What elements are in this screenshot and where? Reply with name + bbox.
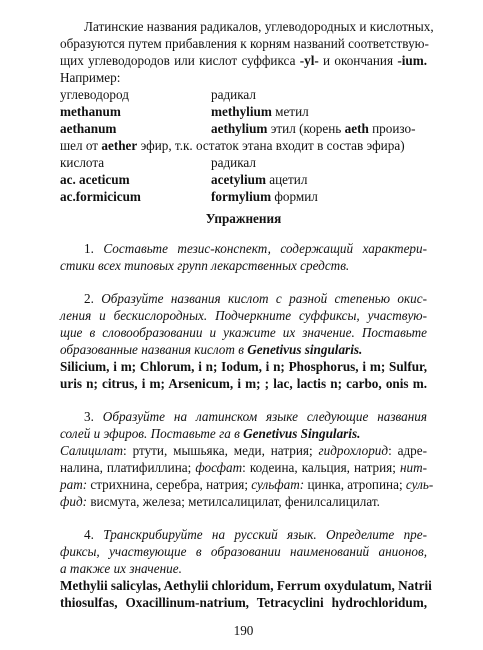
intro-line-3: щих углеводородов или кислот суффикса -yl- и окончания -ium. xyxy=(60,53,427,68)
table2-row1-term: ac. aceticum xyxy=(60,172,130,187)
exercise-3-line-6: фид: висмута, железа; метилсалицилат, фенилсалицилат. xyxy=(60,494,380,509)
exercise-1-line-1: 1. Составьте тезис-конспект, содержащий характери- xyxy=(84,241,427,256)
exercise-4-line-5: thiosulfas, Oxacillinum-natrium, Tetracyclini hydrochloridum, xyxy=(60,595,427,610)
table2-row2-radical: formylium формил xyxy=(211,189,318,204)
exercise-4-line-2: фиксы, участвующие в образовании наименований анионов, xyxy=(60,544,427,559)
exercise-3-line-3: Салицилат: ртути, мышьяка, меди, натрия; гидрохлорид: адре- xyxy=(60,443,427,458)
section-heading: Упражнения xyxy=(205,211,282,226)
page-number: 190 xyxy=(233,623,254,638)
table2-row2-term: ac.formicicum xyxy=(60,189,141,204)
exercise-2-line-2: ления и бескислородных. Подчеркните суффиксы, участвую- xyxy=(60,308,427,323)
table1-col2-header: радикал xyxy=(211,87,256,102)
table1-row2-radical: aethylium этил (корень aeth произо- xyxy=(211,121,416,136)
exercise-2-line-4: образованные названия кислот в Genetivus singularis. xyxy=(60,342,363,357)
table1-row1-radical: methylium метил xyxy=(211,104,309,119)
table1-row1-term: methanum xyxy=(60,104,121,119)
exercise-3-line-2: солей и эфиров. Поставьте га в Genetivus Singularis. xyxy=(60,426,361,441)
table2-col1-header: кислота xyxy=(60,155,105,170)
intro-line-1: Латинские названия радикалов, углеводородных и кислотных, xyxy=(84,19,434,34)
exercise-2-line-6: uris n; citrus, i m; Arsenicum, i m; ; lac, lactis n; carbo, onis m. xyxy=(60,376,427,391)
exercise-3-line-4: налина, платифиллина; фосфат: кодеина, кальция, натрия; нит- xyxy=(60,460,428,475)
table1-row2-term: aethanum xyxy=(60,121,117,136)
exercise-3-line-1: 3. Образуйте на латинском языке следующие названия xyxy=(84,409,428,424)
exercise-4-line-4: Methylii salicylas, Aethylii chloridum, Ferrum oxydulatum, Natrii xyxy=(60,578,432,593)
exercise-4-line-3: а также их значение. xyxy=(60,561,182,576)
table1-col1-header: углеводород xyxy=(60,87,129,102)
exercise-1-line-2: стики всех типовых групп лекарственных средств. xyxy=(60,258,350,273)
exercise-3-line-5: рат: стрихнина, серебра, натрия; сульфат: цинка, атропина; суль- xyxy=(60,477,434,492)
table1-row2-continuation: шел от aether эфир, т.к. остаток этана входит в состав эфира) xyxy=(60,138,405,153)
table2-col2-header: радикал xyxy=(211,155,256,170)
intro-line-2: образуются путем прибавления к корням названий соответствую- xyxy=(60,36,429,51)
exercise-2-line-1: 2. Образуйте названия кислот с разной степенью окис- xyxy=(84,291,428,306)
intro-line-4: Например: xyxy=(60,70,121,85)
exercise-4-line-1: 4. Транскрибируйте на русский язык. Определите пре- xyxy=(84,527,428,542)
exercise-2-line-3: щие в словообразовании и укажите их значение. Поставьте xyxy=(60,325,427,340)
exercise-2-line-5: Silicium, i m; Chlorum, i n; Iodum, i n; Phosphorus, i m; Sulfur, xyxy=(60,359,427,374)
table2-row1-radical: acetylium ацетил xyxy=(211,172,308,187)
